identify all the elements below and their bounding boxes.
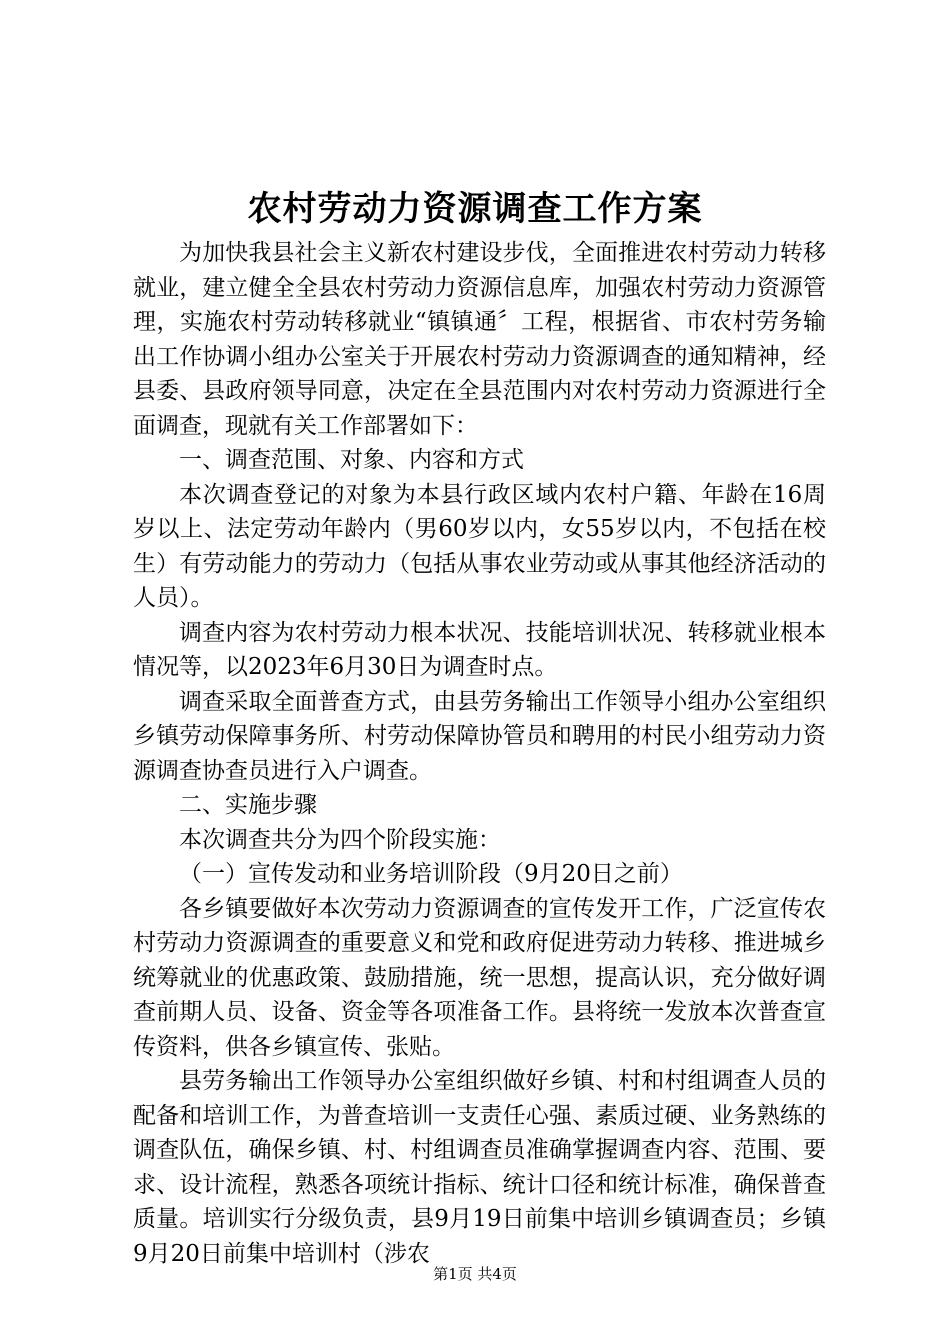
subsection-heading-1: （一）宣传发动和业务培训阶段（9月20日之前） — [179, 861, 683, 887]
section-heading-2: 二、实施步骤 — [179, 792, 317, 818]
page-footer: 第1页 共4页 — [433, 1265, 517, 1283]
paragraph-content: 调查内容为农村劳动力根本状况、技能培训状况、转移就业根本情况等，以2023年6月30日为调查时点。 — [133, 619, 826, 680]
paragraph-intro: 为加快我县社会主义新农村建设步伐，全面推进农村劳动力转移就业，建立健全全县农村劳动力资源信息库，加强农村劳动力资源管理，实施农村劳动转移就业“镇镇通〞工程，根据省、市农村劳务输出工作协调小组办公室关于开展农村劳动力资源调查的通知精神，经县委、县政府领导同意，决定在全县范围内对农村劳动力资源进行全面调查，现就有关工作部署如下： — [133, 240, 826, 439]
paragraph-training: 县劳务输出工作领导办公室组织做好乡镇、村和村组调查人员的配备和培训工作，为普查培训一支责任心强、素质过硬、业务熟练的调查队伍，确保乡镇、村、村组调查员准确掌握调查内容、范围、要求、设计流程，熟悉各项统计指标、统计口径和统计标准，确保普查质量。培训实行分级负责，县9月19日前集中培训乡镇调查员；乡镇9月20日前集中培训村（涉农 — [133, 1068, 826, 1267]
document-title: 农村劳动力资源调查工作方案 — [247, 189, 703, 229]
paragraph-scope: 本次调查登记的对象为本县行政区域内农村户籍、年龄在16周岁以上、法定劳动年龄内（男60岁以内，女55岁以内，不包括在校生）有劳动能力的劳动力（包括从事农业劳动或从事其他经济活动的人员）。 — [133, 481, 826, 611]
document-body — [133, 236, 826, 1271]
paragraph-stages: 本次调查共分为四个阶段实施： — [179, 826, 501, 853]
paragraph-publicity: 各乡镇要做好本次劳动力资源调查的宣传发开工作，广泛宣传农村劳动力资源调查的重要意义和党和政府促进劳动力转移、推进城乡统筹就业的优惠政策、鼓励措施，统一思想，提高认识，充分做好调查前期人员、设备、资金等各项准备工作。县将统一发放本次普查宣传资料，供各乡镇宣传、张贴。 — [133, 895, 826, 1060]
section-heading-1: 一、调查范围、对象、内容和方式 — [179, 447, 524, 473]
paragraph-method: 调查采取全面普查方式，由县劳务输出工作领导小组办公室组织乡镇劳动保障事务所、村劳动保障协管员和聘用的村民小组劳动力资源调查协查员进行入户调查。 — [133, 688, 826, 784]
